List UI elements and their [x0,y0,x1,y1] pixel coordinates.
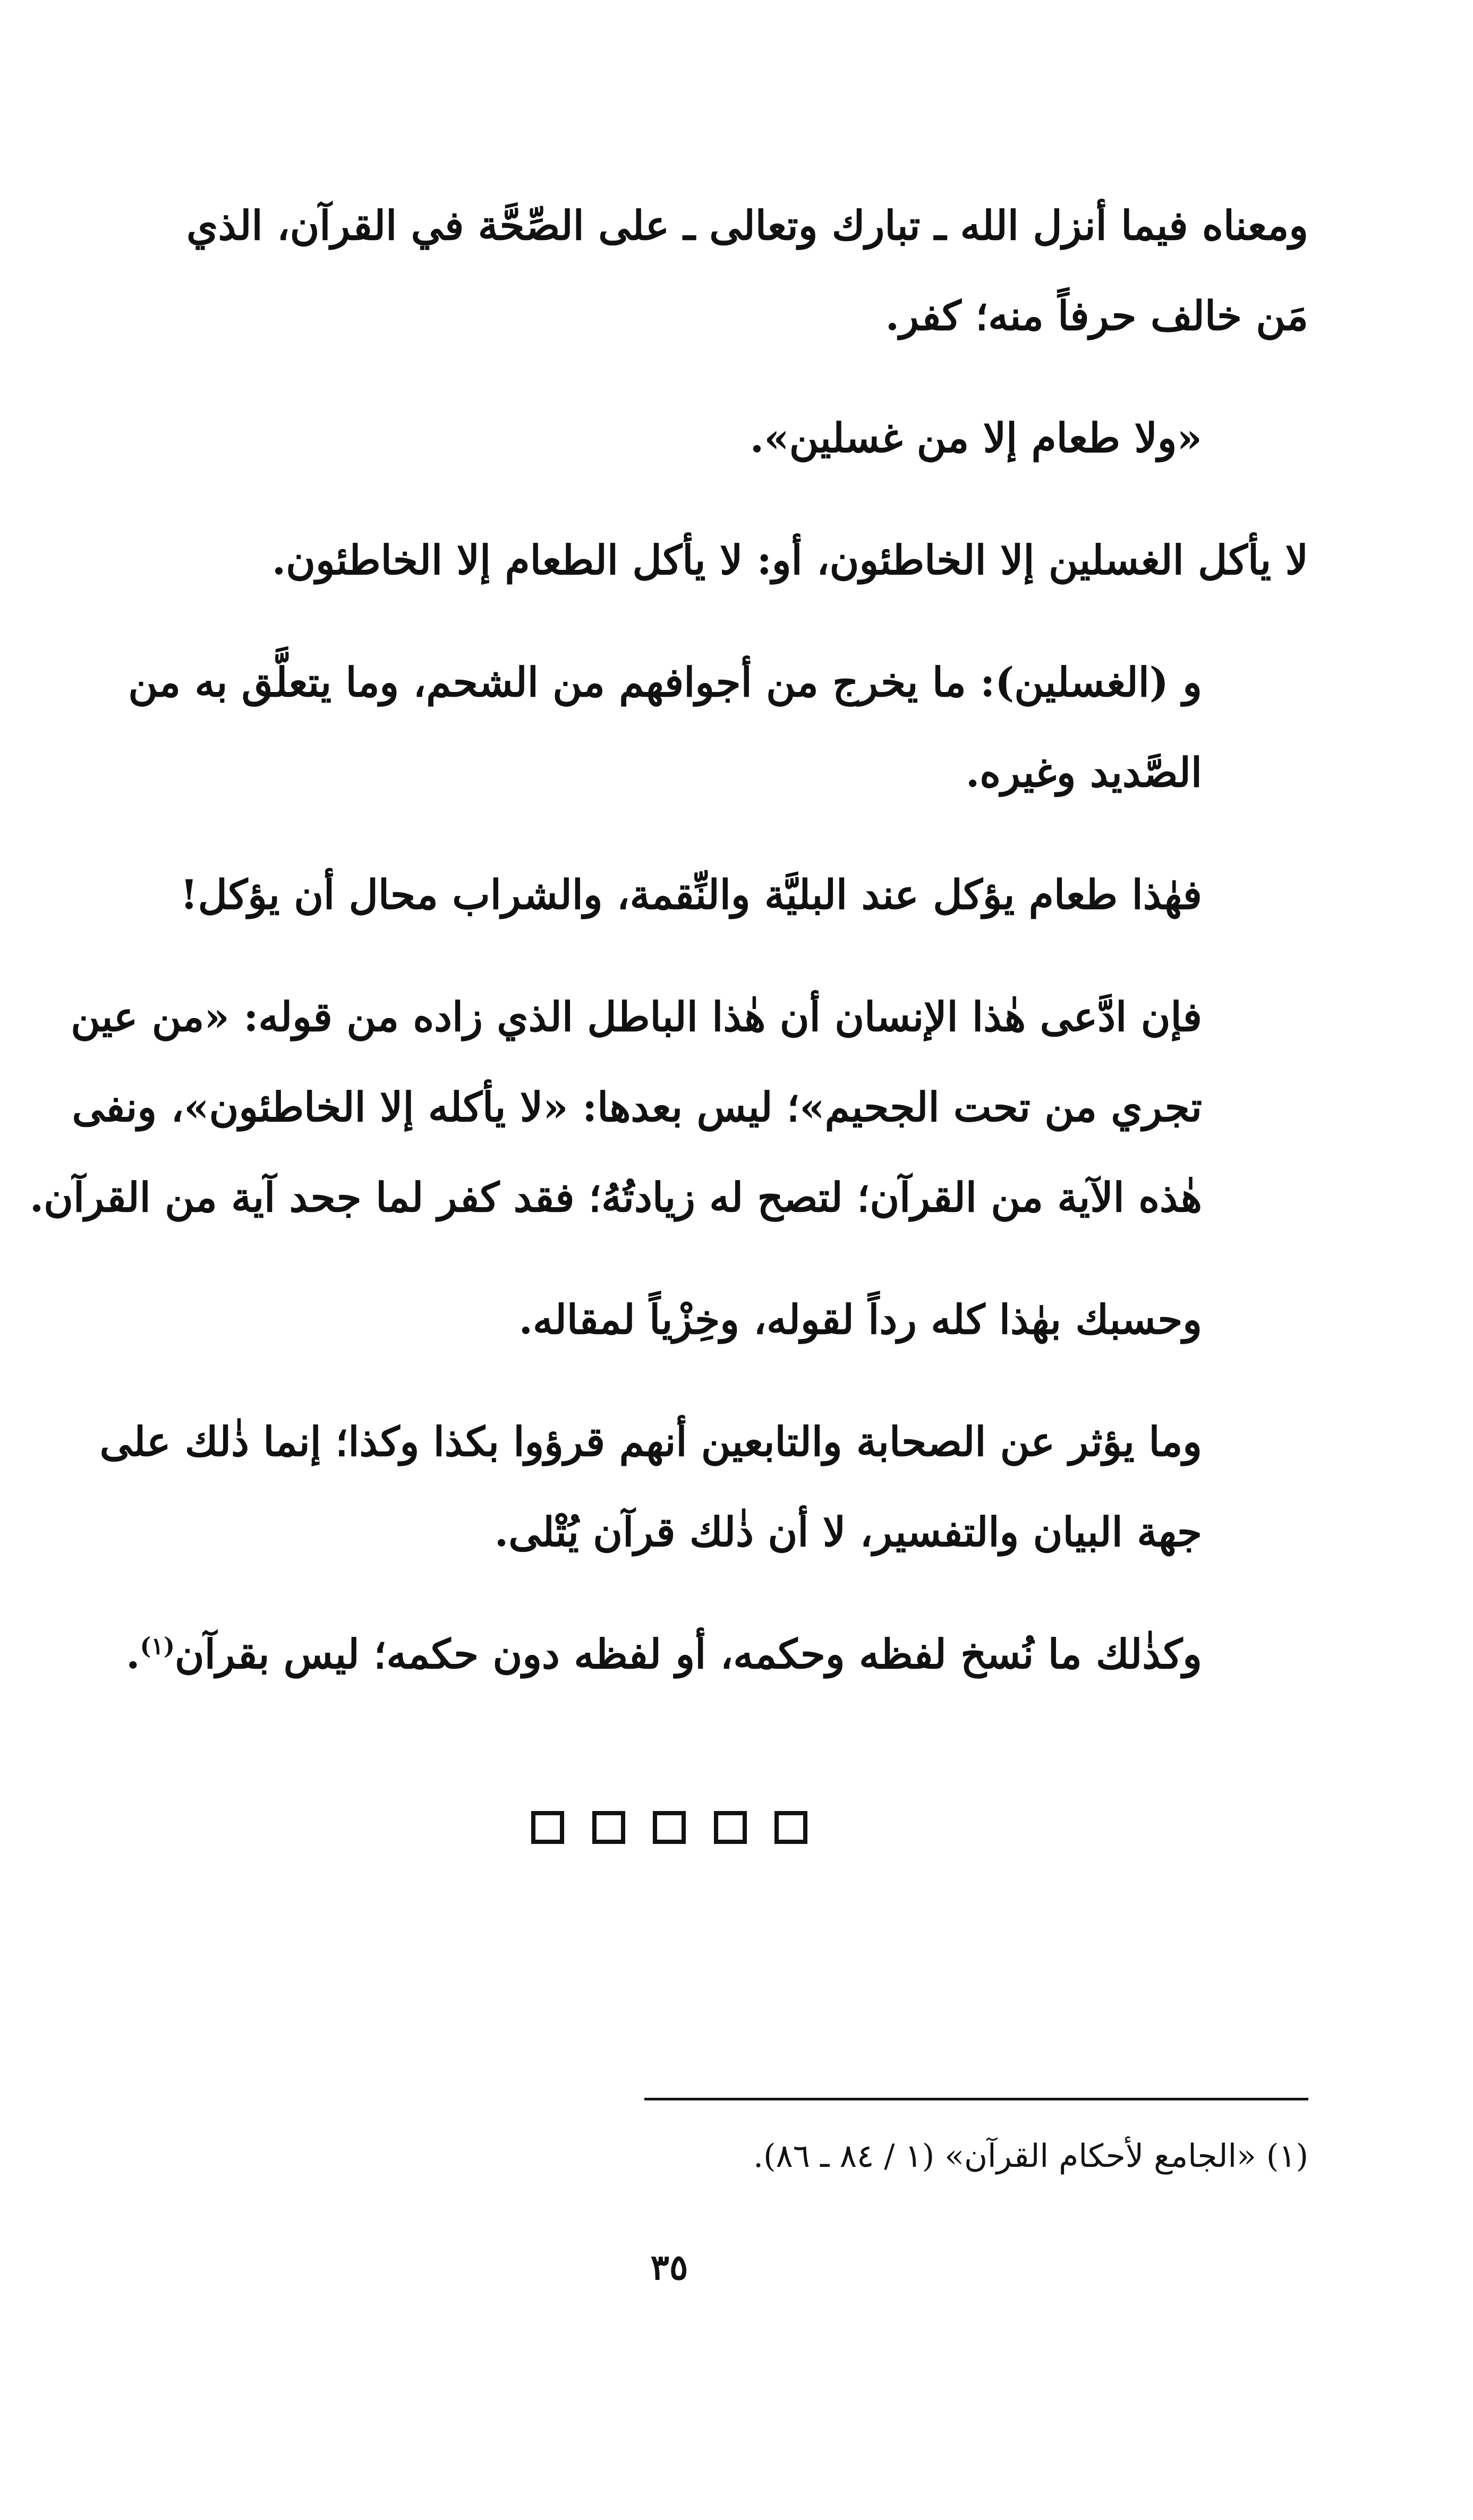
paragraph-4: و (الغسلين): ما يخرج من أجوافهم من الشحم، وما يتعلَّق به من الصَّديد وغيره. [128,659,1202,796]
section-divider-ornament [531,1811,807,1844]
paragraph-1: ومعناه فيما أنزل الله ـ تبارك وتعالى ـ على الصِّحَّة في القرآن، الذي مَن خالف حرفاً منه؛ كفر. [186,202,1308,339]
paragraph-7: وحسبك بهٰذا كله رداً لقوله، وخِزْياً لمقاله. [518,1296,1202,1343]
paragraph-3: لا يأكل الغسلين إلا الخاطئون، أو: لا يأكل الطعام إلا الخاطئون. [271,536,1308,584]
footnote-marker: (١) [140,1633,175,1660]
ornament-box [592,1811,625,1844]
paragraph-8: وما يؤثر عن الصحابة والتابعين أنهم قرؤوا بكذا وكذا؛ إنما ذٰلك على جهة البيان والتفسير، لا أن ذٰلك قرآن يُتْلى. [99,1418,1202,1556]
paragraph-9-end: . [126,1630,140,1678]
ornament-box [774,1811,807,1844]
paragraph-5: فهٰذا طعام يؤكل عند البليَّة والنِّقمة، والشراب محال أن يؤكل! [180,871,1202,918]
paragraph-9-text: وكذٰلك ما نُسخ لفظه وحكمه، أو لفظه دون حكمه؛ ليس بقرآن [174,1630,1202,1678]
footnote-divider [644,2098,1308,2100]
paragraph-9 [0,1609,1308,1699]
ornament-box [531,1811,564,1844]
body-text [0,181,1308,1731]
paragraph-6: فإن ادَّعى هٰذا الإنسان أن هٰذا الباطل الذي زاده من قوله: «من عين تجري من تحت الجحيم»؛ ليس بعدها: «لا يأكله إلا الخاطئون»، ونفى هٰذه الآية من القرآن؛ لتصح له زيادتُهُ؛ فقد كفر لما جحد آية من القرآن. [29,993,1202,1221]
footnote: (١) «الجامع لأحكام القرآن» (١ / ٨٤ ـ ٨٦). [753,2138,1308,2175]
ornament-box [714,1811,747,1844]
paragraph-2: «ولا طعام إلا من غسلين». [750,414,1202,462]
ornament-box [653,1811,686,1844]
page-number: ٣٥ [650,2246,688,2288]
